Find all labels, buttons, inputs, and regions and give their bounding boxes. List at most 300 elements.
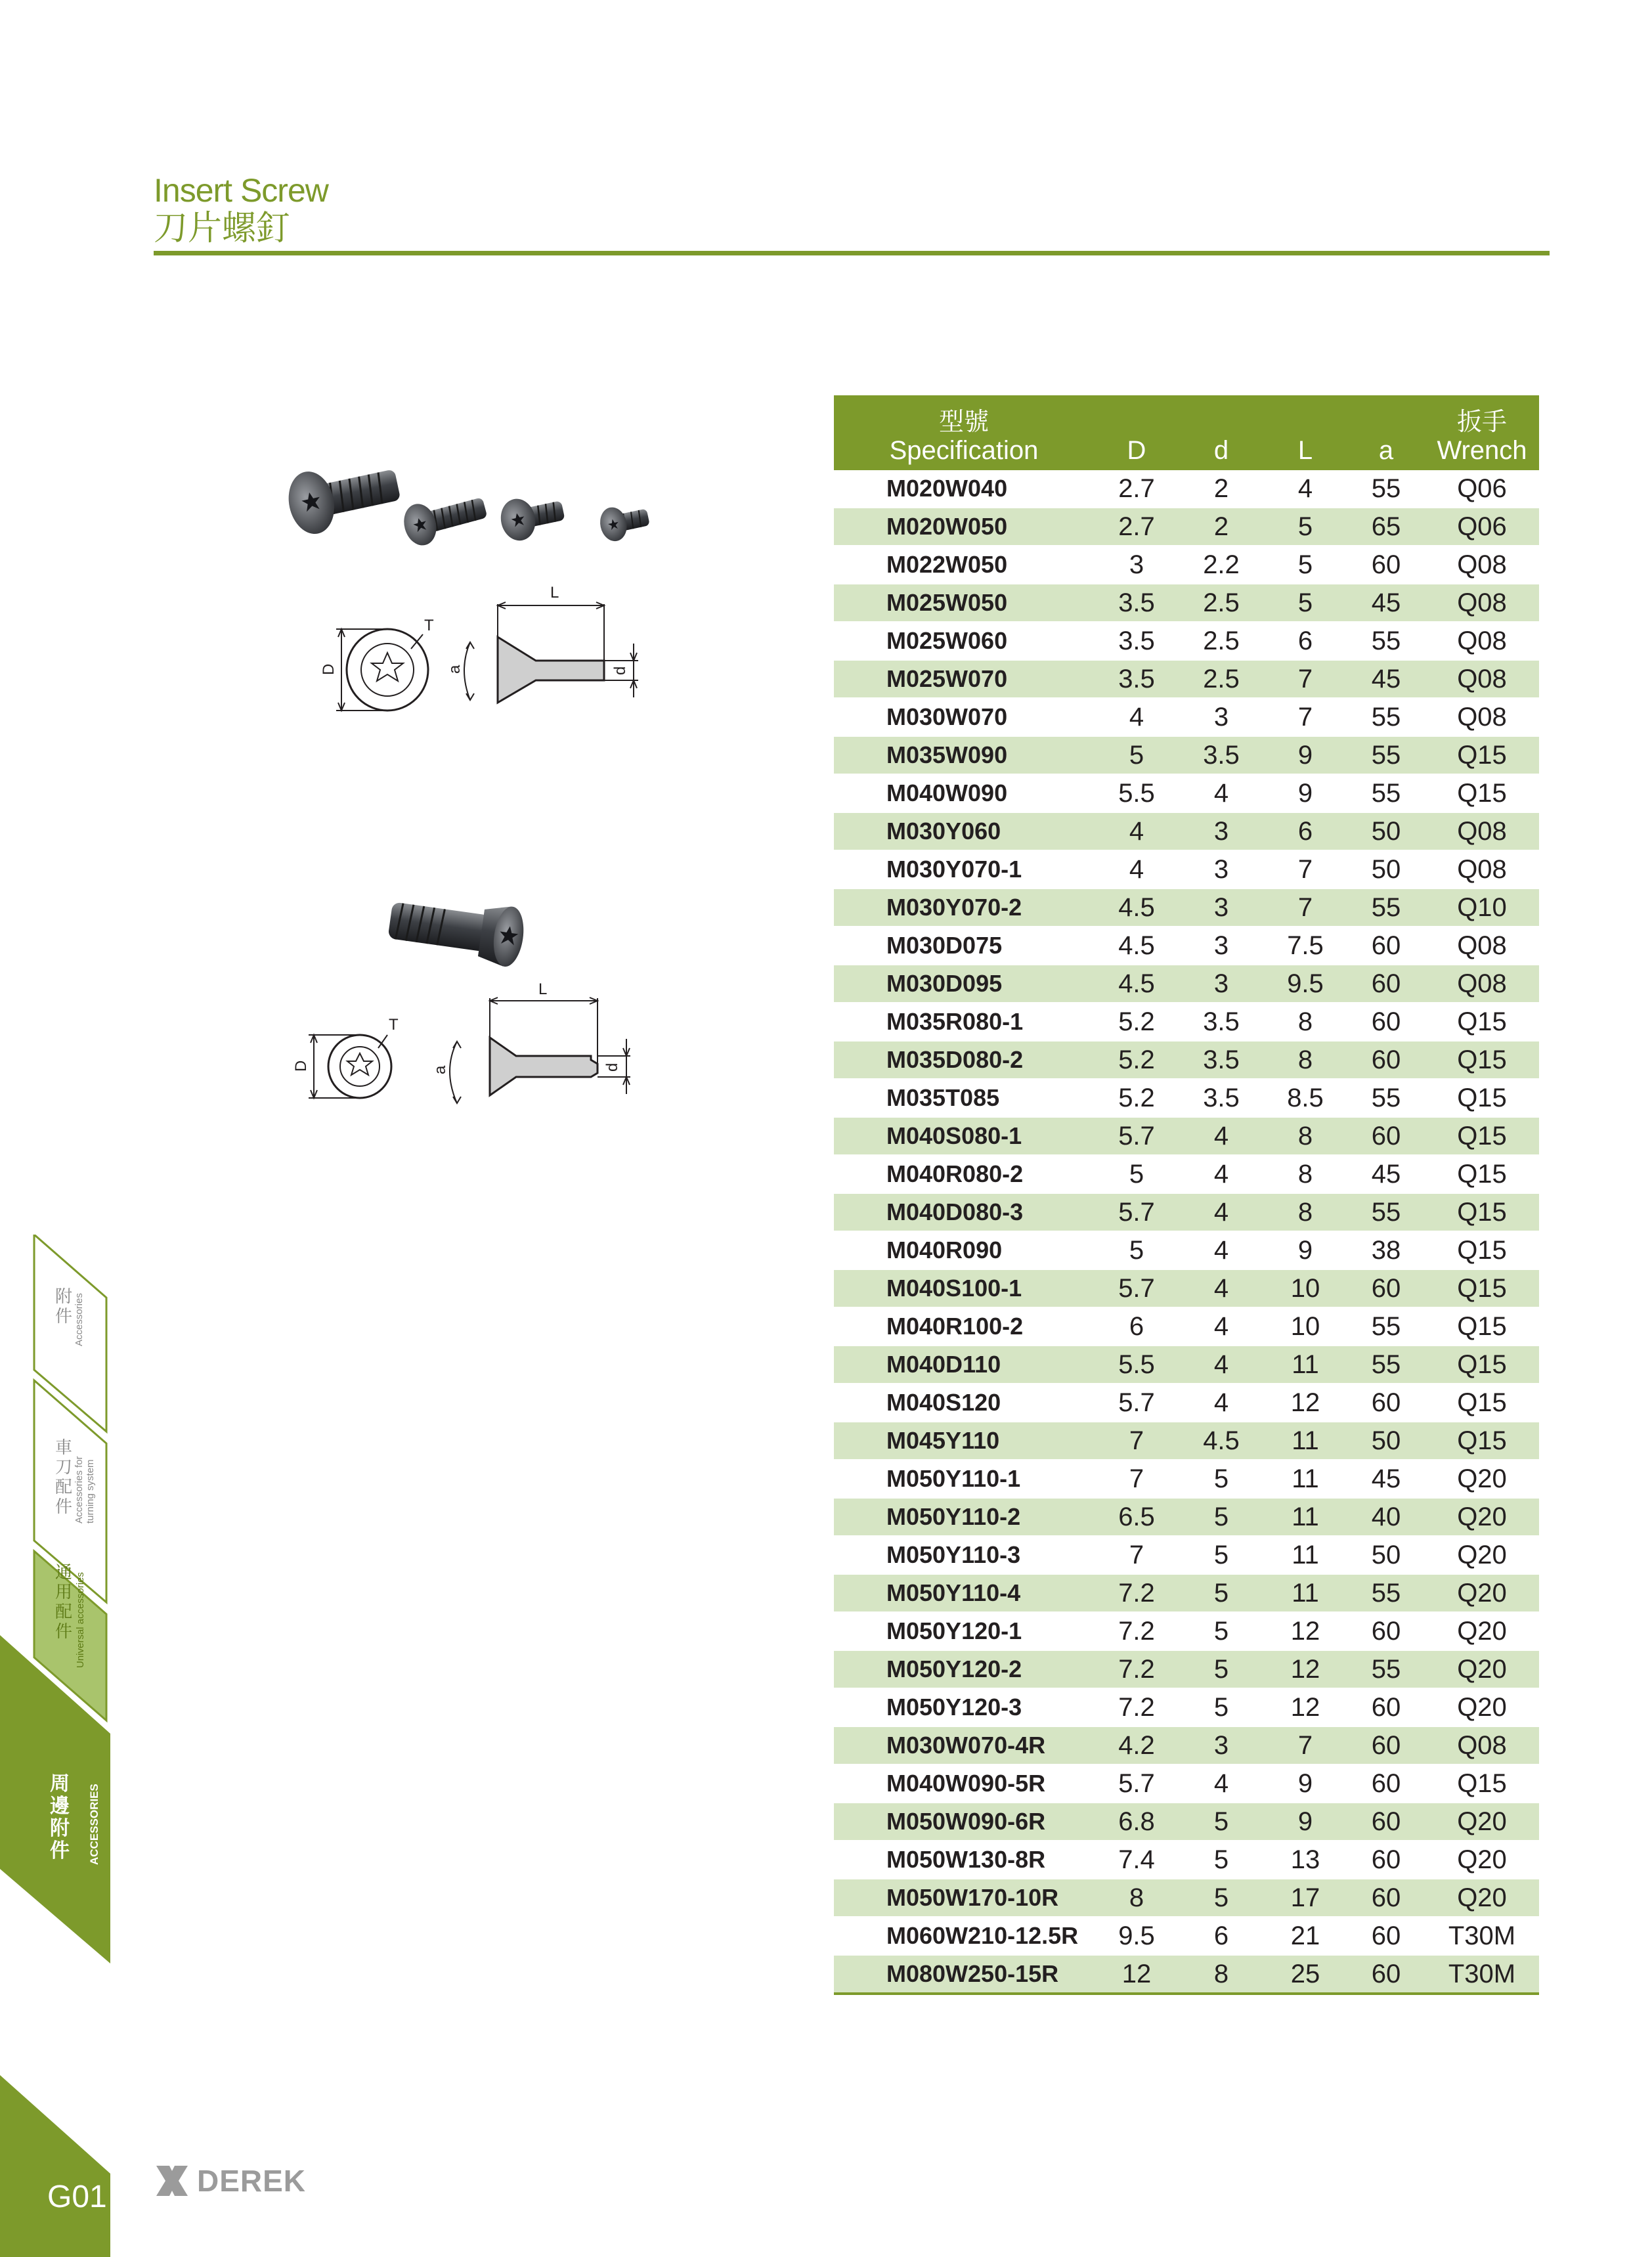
cell-model: M030W070-4R <box>834 1726 1094 1764</box>
cell-a: 60 <box>1347 1917 1425 1955</box>
cell-a: 60 <box>1347 1612 1425 1650</box>
cell-D: 4.5 <box>1094 888 1179 927</box>
table-row <box>834 1917 1539 1955</box>
cell-D: 7.2 <box>1094 1574 1179 1612</box>
tab-universal-zh: 通用配件 <box>55 1563 73 1642</box>
cell-D: 3 <box>1094 546 1179 584</box>
header-L: L <box>1263 395 1347 470</box>
cell-D: 4.2 <box>1094 1726 1179 1764</box>
cell-d: 3 <box>1179 850 1263 888</box>
cell-a: 60 <box>1347 1841 1425 1879</box>
cell-wrench: Q15 <box>1425 1079 1539 1117</box>
cell-d: 4.5 <box>1179 1422 1263 1460</box>
cell-D: 5.2 <box>1094 1041 1179 1079</box>
screw-photo-set <box>269 453 676 571</box>
cell-model: M040W090-5R <box>834 1764 1094 1803</box>
screw-tiny <box>597 500 651 544</box>
cell-a: 60 <box>1347 546 1425 584</box>
table-row <box>834 850 1539 888</box>
tab-accessories-zh: 附件 <box>55 1287 73 1326</box>
cell-model: M030Y070-1 <box>834 850 1094 888</box>
cell-d: 2.5 <box>1179 622 1263 660</box>
cell-wrench: Q15 <box>1425 1231 1539 1269</box>
cell-d: 3 <box>1179 1726 1263 1764</box>
table-row <box>834 1574 1539 1612</box>
cell-model: M050W170-10R <box>834 1879 1094 1917</box>
cell-wrench: Q15 <box>1425 736 1539 774</box>
cell-d: 3.5 <box>1179 736 1263 774</box>
cell-d: 4 <box>1179 1155 1263 1193</box>
cell-model: M030W070 <box>834 698 1094 736</box>
cell-D: 5.7 <box>1094 1117 1179 1155</box>
cell-model: M050W090-6R <box>834 1803 1094 1841</box>
table-row <box>834 1384 1539 1422</box>
page-number: G01 <box>47 2180 107 2214</box>
cell-L: 17 <box>1263 1879 1347 1917</box>
tab-universal-en: Universal accessories <box>75 1572 86 1668</box>
cell-D: 5.2 <box>1094 1079 1179 1117</box>
cell-d: 4 <box>1179 1231 1263 1269</box>
table-row <box>834 1536 1539 1574</box>
cell-L: 8 <box>1263 1003 1347 1041</box>
cell-D: 7 <box>1094 1536 1179 1574</box>
table-row <box>834 584 1539 622</box>
cell-d: 3 <box>1179 698 1263 736</box>
cell-a: 45 <box>1347 584 1425 622</box>
cell-L: 12 <box>1263 1384 1347 1422</box>
table-row <box>834 1003 1539 1041</box>
table-row <box>834 1650 1539 1688</box>
cell-wrench: Q15 <box>1425 1155 1539 1193</box>
cell-d: 4 <box>1179 1384 1263 1422</box>
cell-D: 2.7 <box>1094 470 1179 508</box>
cell-wrench: T30M <box>1425 1955 1539 1994</box>
screw-photo-single <box>381 867 565 972</box>
table-row <box>834 1346 1539 1384</box>
cell-d: 3.5 <box>1179 1041 1263 1079</box>
cell-a: 60 <box>1347 965 1425 1003</box>
cell-a: 55 <box>1347 888 1425 927</box>
cell-L: 7 <box>1263 698 1347 736</box>
table-row <box>834 1955 1539 1994</box>
cell-D: 12 <box>1094 1955 1179 1994</box>
cell-L: 9 <box>1263 736 1347 774</box>
cell-d: 8 <box>1179 1955 1263 1994</box>
cell-L: 9 <box>1263 774 1347 812</box>
cell-wrench: Q08 <box>1425 660 1539 698</box>
cell-d: 2.2 <box>1179 546 1263 584</box>
cell-a: 60 <box>1347 1688 1425 1726</box>
cell-wrench: Q15 <box>1425 774 1539 812</box>
cell-L: 7 <box>1263 850 1347 888</box>
table-row <box>834 1041 1539 1079</box>
cell-wrench: Q20 <box>1425 1688 1539 1726</box>
cell-a: 60 <box>1347 1003 1425 1041</box>
cell-D: 7.2 <box>1094 1688 1179 1726</box>
cell-L: 9 <box>1263 1764 1347 1803</box>
cell-d: 5 <box>1179 1612 1263 1650</box>
cell-L: 6 <box>1263 812 1347 850</box>
label-a: a <box>446 665 464 674</box>
cell-wrench: Q15 <box>1425 1041 1539 1079</box>
cell-a: 50 <box>1347 812 1425 850</box>
brand-logo <box>156 2163 306 2199</box>
cell-wrench: Q20 <box>1425 1650 1539 1688</box>
cell-D: 4 <box>1094 698 1179 736</box>
cell-a: 60 <box>1347 1117 1425 1155</box>
table-row <box>834 1117 1539 1155</box>
cell-L: 12 <box>1263 1650 1347 1688</box>
cell-model: M022W050 <box>834 546 1094 584</box>
cell-a: 55 <box>1347 1574 1425 1612</box>
tab-accessories-en: Accessories <box>74 1293 85 1346</box>
cell-D: 5.7 <box>1094 1384 1179 1422</box>
table-row <box>834 1307 1539 1346</box>
cell-D: 5 <box>1094 736 1179 774</box>
table-row <box>834 470 1539 508</box>
cell-a: 55 <box>1347 736 1425 774</box>
cell-D: 5.2 <box>1094 1003 1179 1041</box>
spec-table <box>834 395 1539 1995</box>
cell-L: 4 <box>1263 470 1347 508</box>
table-row <box>834 1498 1539 1536</box>
header-a: a <box>1347 395 1425 470</box>
cell-wrench: Q15 <box>1425 1384 1539 1422</box>
cell-L: 7 <box>1263 1726 1347 1764</box>
header-d: d <box>1179 395 1263 470</box>
cell-wrench: Q08 <box>1425 622 1539 660</box>
page-header <box>154 172 1550 248</box>
cell-a: 55 <box>1347 1193 1425 1231</box>
table-row <box>834 1803 1539 1841</box>
cell-model: M030D075 <box>834 927 1094 965</box>
cell-model: M035R080-1 <box>834 1003 1094 1041</box>
cell-a: 60 <box>1347 1726 1425 1764</box>
cell-model: M050Y120-2 <box>834 1650 1094 1688</box>
header-wrench-zh: 扳手 <box>1456 407 1507 436</box>
table-row <box>834 736 1539 774</box>
cell-wrench: Q15 <box>1425 1346 1539 1384</box>
cell-D: 4 <box>1094 850 1179 888</box>
cell-model: M030Y060 <box>834 812 1094 850</box>
table-row <box>834 1726 1539 1764</box>
screw-small <box>497 490 567 544</box>
cell-D: 5.5 <box>1094 774 1179 812</box>
cell-a: 55 <box>1347 1307 1425 1346</box>
dimension-diagram-countersunk <box>302 571 657 729</box>
cell-L: 13 <box>1263 1841 1347 1879</box>
cell-L: 25 <box>1263 1955 1347 1994</box>
cell-a: 50 <box>1347 850 1425 888</box>
cell-L: 11 <box>1263 1498 1347 1536</box>
cell-d: 4 <box>1179 774 1263 812</box>
cell-D: 8 <box>1094 1879 1179 1917</box>
label-T-2: T <box>389 1016 399 1034</box>
cell-model: M050Y110-1 <box>834 1460 1094 1498</box>
cell-model: M040D080-3 <box>834 1193 1094 1231</box>
header-spec-en: Specification <box>889 436 1039 465</box>
cell-a: 55 <box>1347 698 1425 736</box>
table-row <box>834 1269 1539 1307</box>
cell-model: M035T085 <box>834 1079 1094 1117</box>
cell-model: M025W070 <box>834 660 1094 698</box>
cell-L: 8 <box>1263 1193 1347 1231</box>
cell-model: M050Y110-4 <box>834 1574 1094 1612</box>
label-L-2: L <box>538 980 548 998</box>
table-row <box>834 1422 1539 1460</box>
table-row <box>834 546 1539 584</box>
brand-name: DEREK <box>197 2164 307 2198</box>
screw-medium <box>399 487 490 549</box>
cell-d: 5 <box>1179 1498 1263 1536</box>
cell-D: 3.5 <box>1094 660 1179 698</box>
cell-model: M040R090 <box>834 1231 1094 1269</box>
table-row <box>834 1231 1539 1269</box>
cell-D: 4.5 <box>1094 965 1179 1003</box>
cell-wrench: Q20 <box>1425 1536 1539 1574</box>
cell-L: 9.5 <box>1263 965 1347 1003</box>
cell-model: M035D080-2 <box>834 1041 1094 1079</box>
cell-L: 12 <box>1263 1688 1347 1726</box>
cell-d: 3 <box>1179 812 1263 850</box>
cell-D: 5.7 <box>1094 1269 1179 1307</box>
cell-a: 60 <box>1347 1879 1425 1917</box>
section-en: ACCESSORIES <box>88 1784 100 1865</box>
label-T: T <box>424 617 434 634</box>
cell-D: 3.5 <box>1094 584 1179 622</box>
cell-wrench: Q08 <box>1425 812 1539 850</box>
cell-model: M050Y110-2 <box>834 1498 1094 1536</box>
table-row <box>834 1193 1539 1231</box>
cell-a: 55 <box>1347 1650 1425 1688</box>
cell-a: 60 <box>1347 1955 1425 1994</box>
table-row <box>834 1612 1539 1650</box>
cell-d: 5 <box>1179 1688 1263 1726</box>
cell-wrench: Q08 <box>1425 927 1539 965</box>
cell-model: M025W060 <box>834 622 1094 660</box>
cell-D: 5 <box>1094 1155 1179 1193</box>
cell-wrench: Q06 <box>1425 508 1539 546</box>
cell-d: 5 <box>1179 1536 1263 1574</box>
cell-d: 5 <box>1179 1803 1263 1841</box>
cell-d: 3.5 <box>1179 1079 1263 1117</box>
table-row <box>834 927 1539 965</box>
cell-wrench: Q08 <box>1425 584 1539 622</box>
cell-D: 7.2 <box>1094 1650 1179 1688</box>
cell-model: M040S080-1 <box>834 1117 1094 1155</box>
cell-wrench: T30M <box>1425 1917 1539 1955</box>
cell-D: 6 <box>1094 1307 1179 1346</box>
label-d: d <box>611 666 629 675</box>
cell-a: 55 <box>1347 1346 1425 1384</box>
cell-D: 3.5 <box>1094 622 1179 660</box>
cell-a: 60 <box>1347 1041 1425 1079</box>
cell-wrench: Q20 <box>1425 1460 1539 1498</box>
cell-d: 4 <box>1179 1346 1263 1384</box>
cell-wrench: Q20 <box>1425 1574 1539 1612</box>
cell-model: M045Y110 <box>834 1422 1094 1460</box>
cell-wrench: Q15 <box>1425 1307 1539 1346</box>
cell-a: 60 <box>1347 927 1425 965</box>
cell-D: 5.7 <box>1094 1764 1179 1803</box>
cell-L: 7.5 <box>1263 927 1347 965</box>
cell-wrench: Q15 <box>1425 1269 1539 1307</box>
cell-a: 55 <box>1347 1079 1425 1117</box>
title-en: Insert Screw <box>154 172 328 209</box>
label-D: D <box>320 663 337 675</box>
cell-a: 60 <box>1347 1384 1425 1422</box>
table-row <box>834 1879 1539 1917</box>
cell-wrench: Q08 <box>1425 965 1539 1003</box>
cell-L: 11 <box>1263 1422 1347 1460</box>
cell-model: M050Y120-1 <box>834 1612 1094 1650</box>
cell-wrench: Q20 <box>1425 1498 1539 1536</box>
cell-model: M040R080-2 <box>834 1155 1094 1193</box>
cell-model: M050Y110-3 <box>834 1536 1094 1574</box>
cell-a: 40 <box>1347 1498 1425 1536</box>
cell-a: 60 <box>1347 1803 1425 1841</box>
cell-D: 7 <box>1094 1460 1179 1498</box>
table-row <box>834 622 1539 660</box>
cell-wrench: Q15 <box>1425 1003 1539 1041</box>
table-row <box>834 1841 1539 1879</box>
table-row <box>834 660 1539 698</box>
cell-L: 10 <box>1263 1269 1347 1307</box>
table-row <box>834 508 1539 546</box>
cell-d: 2.5 <box>1179 660 1263 698</box>
cell-a: 60 <box>1347 1764 1425 1803</box>
cell-model: M030Y070-2 <box>834 888 1094 927</box>
table-row <box>834 774 1539 812</box>
cell-model: M040S100-1 <box>834 1269 1094 1307</box>
cell-wrench: Q15 <box>1425 1117 1539 1155</box>
cell-L: 21 <box>1263 1917 1347 1955</box>
cell-model: M050Y120-3 <box>834 1688 1094 1726</box>
cell-a: 45 <box>1347 660 1425 698</box>
cell-wrench: Q08 <box>1425 698 1539 736</box>
cell-D: 5 <box>1094 1231 1179 1269</box>
cell-wrench: Q20 <box>1425 1879 1539 1917</box>
label-L: L <box>550 584 559 602</box>
cell-model: M020W040 <box>834 470 1094 508</box>
cell-model: M080W250-15R <box>834 1955 1094 1994</box>
table-row <box>834 965 1539 1003</box>
cell-D: 7 <box>1094 1422 1179 1460</box>
table-row <box>834 1764 1539 1803</box>
table-header-row <box>834 395 1539 470</box>
cell-wrench: Q15 <box>1425 1193 1539 1231</box>
cell-L: 11 <box>1263 1460 1347 1498</box>
tab-turning-en: Accessories for turning system <box>74 1456 96 1523</box>
cell-wrench: Q15 <box>1425 1764 1539 1803</box>
cell-D: 4 <box>1094 812 1179 850</box>
cell-L: 11 <box>1263 1574 1347 1612</box>
cell-wrench: Q08 <box>1425 546 1539 584</box>
table-row <box>834 1155 1539 1193</box>
section-zh: 周邊附件 <box>50 1772 70 1862</box>
cell-L: 5 <box>1263 508 1347 546</box>
cell-D: 9.5 <box>1094 1917 1179 1955</box>
cell-L: 8 <box>1263 1155 1347 1193</box>
cell-wrench: Q15 <box>1425 1422 1539 1460</box>
cell-L: 11 <box>1263 1536 1347 1574</box>
header-rule <box>154 251 1550 255</box>
cell-D: 7.4 <box>1094 1841 1179 1879</box>
cell-L: 9 <box>1263 1231 1347 1269</box>
cell-L: 8.5 <box>1263 1079 1347 1117</box>
cell-wrench: Q08 <box>1425 850 1539 888</box>
header-spec <box>834 395 1094 470</box>
cell-a: 55 <box>1347 470 1425 508</box>
cell-a: 60 <box>1347 1269 1425 1307</box>
cell-D: 5.5 <box>1094 1346 1179 1384</box>
cell-L: 5 <box>1263 546 1347 584</box>
label-D-2: D <box>292 1060 310 1072</box>
derek-logo-icon <box>156 2166 188 2196</box>
cell-L: 5 <box>1263 584 1347 622</box>
cell-model: M040W090 <box>834 774 1094 812</box>
cell-d: 2 <box>1179 508 1263 546</box>
page-number-tab <box>0 2075 112 2257</box>
table-row <box>834 698 1539 736</box>
table-row <box>834 1460 1539 1498</box>
cell-wrench: Q10 <box>1425 888 1539 927</box>
cell-a: 45 <box>1347 1460 1425 1498</box>
cell-d: 2 <box>1179 470 1263 508</box>
cell-d: 6 <box>1179 1917 1263 1955</box>
cell-model: M020W050 <box>834 508 1094 546</box>
table-row <box>834 812 1539 850</box>
cell-a: 50 <box>1347 1422 1425 1460</box>
cell-L: 7 <box>1263 888 1347 927</box>
cell-L: 11 <box>1263 1346 1347 1384</box>
header-wrench <box>1425 395 1539 470</box>
header-wrench-en: Wrench <box>1437 436 1527 465</box>
cell-d: 4 <box>1179 1269 1263 1307</box>
cell-L: 9 <box>1263 1803 1347 1841</box>
cell-D: 6.5 <box>1094 1498 1179 1536</box>
cell-d: 5 <box>1179 1460 1263 1498</box>
cell-L: 8 <box>1263 1117 1347 1155</box>
cell-D: 5.7 <box>1094 1193 1179 1231</box>
cell-d: 5 <box>1179 1650 1263 1688</box>
cell-L: 12 <box>1263 1612 1347 1650</box>
cell-a: 55 <box>1347 622 1425 660</box>
label-d-2: d <box>603 1063 621 1072</box>
cell-d: 3.5 <box>1179 1003 1263 1041</box>
table-row <box>834 1688 1539 1726</box>
cell-a: 45 <box>1347 1155 1425 1193</box>
cell-d: 5 <box>1179 1879 1263 1917</box>
table-row <box>834 888 1539 927</box>
screw-large <box>283 454 404 538</box>
cell-d: 3 <box>1179 888 1263 927</box>
cell-d: 4 <box>1179 1117 1263 1155</box>
cell-a: 55 <box>1347 774 1425 812</box>
cell-d: 4 <box>1179 1193 1263 1231</box>
table-row <box>834 1079 1539 1117</box>
cell-wrench: Q20 <box>1425 1803 1539 1841</box>
cell-model: M035W090 <box>834 736 1094 774</box>
cell-d: 4 <box>1179 1764 1263 1803</box>
cell-model: M030D095 <box>834 965 1094 1003</box>
header-D: D <box>1094 395 1179 470</box>
cell-d: 3 <box>1179 965 1263 1003</box>
cell-L: 8 <box>1263 1041 1347 1079</box>
cell-d: 3 <box>1179 927 1263 965</box>
dimension-diagram-stepped <box>282 978 650 1129</box>
cell-model: M040R100-2 <box>834 1307 1094 1346</box>
